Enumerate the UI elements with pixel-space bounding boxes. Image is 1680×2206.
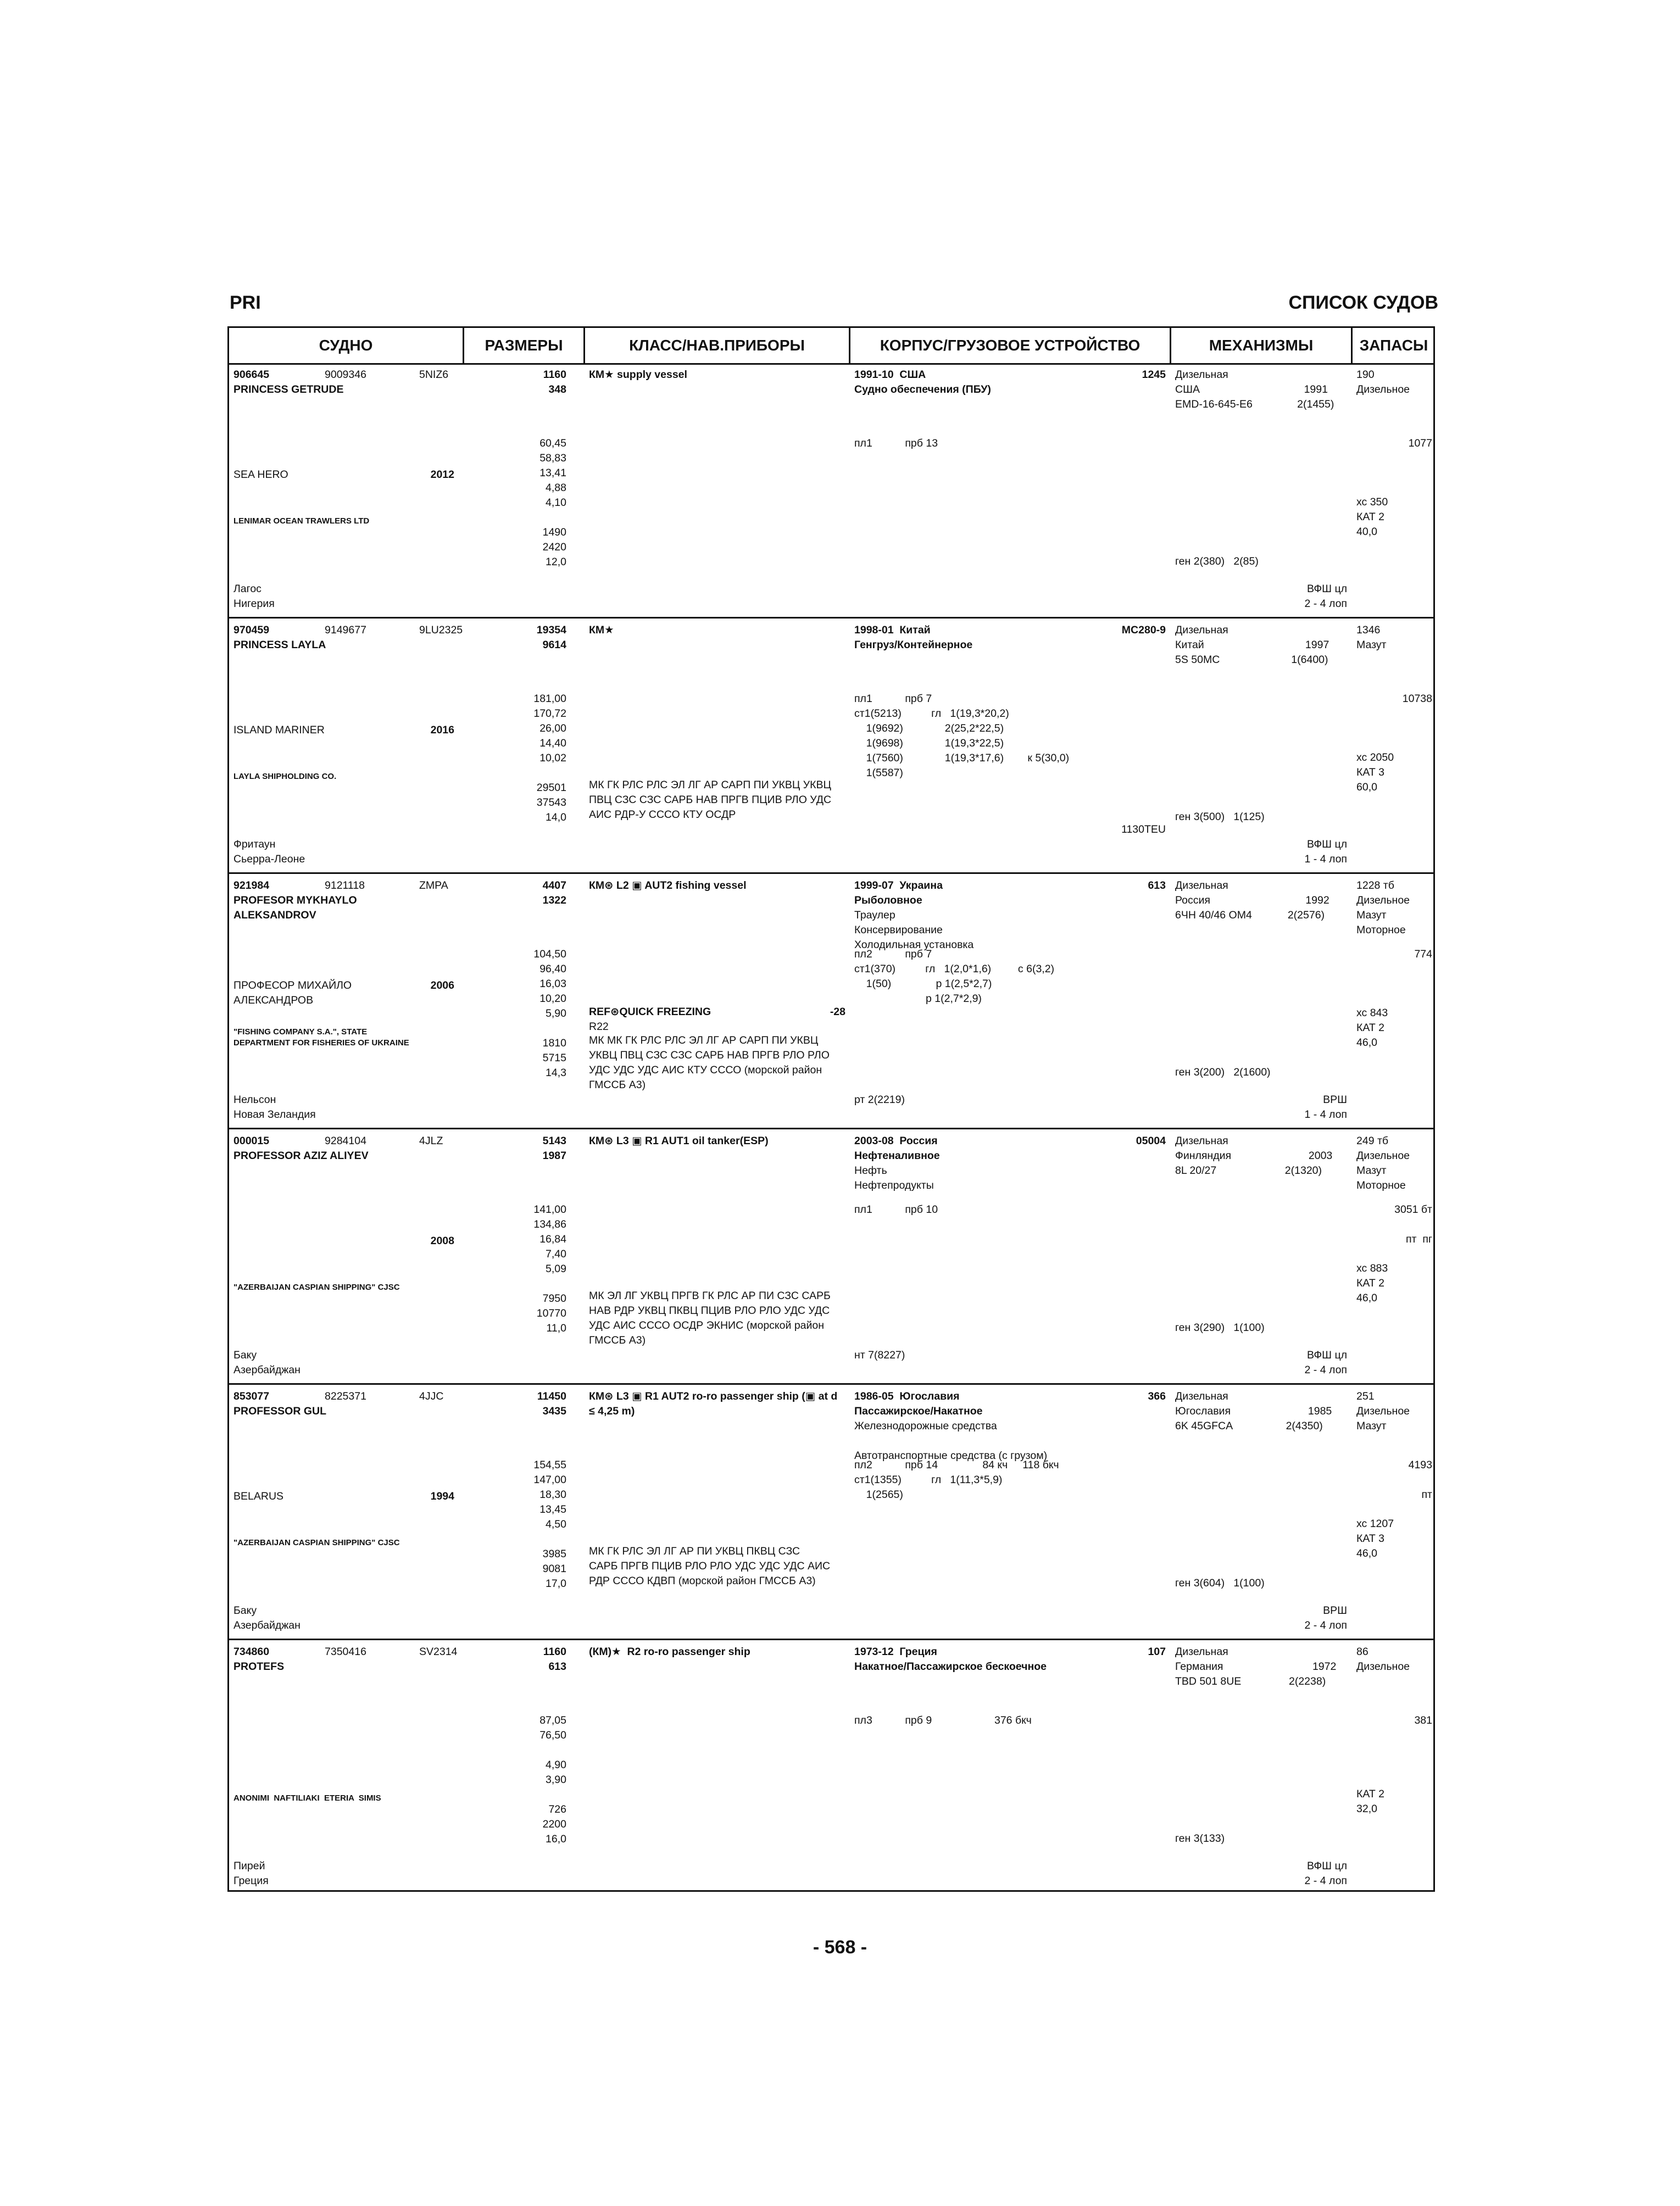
previous-name: SEA HERO [233, 469, 288, 481]
hull-tanks: нт 7(8227) [854, 1349, 905, 1361]
cargo-capacity: 1077 [1408, 437, 1432, 449]
net-tonnage: 1987 [542, 1150, 566, 1162]
dimension-value: 104,50 [533, 948, 566, 960]
build-date-country: 1973-12 Греция [854, 1646, 937, 1658]
fuel-line: Мазут [1356, 909, 1387, 921]
previous-name-cont: АЛЕКСАНДРОВ [233, 994, 314, 1006]
tonnage-value: 2420 [542, 541, 566, 553]
dimension-value: 141,00 [533, 1204, 566, 1216]
machinery-line: Финляндия 2003 [1175, 1150, 1333, 1162]
yard-number: 613 [1148, 879, 1166, 892]
crew-line: хс 2050 [1356, 751, 1394, 764]
propeller: ВФШ цл [1306, 1349, 1347, 1361]
vessel-name: PROTEFS [233, 1661, 285, 1673]
dimension-value: 170,72 [533, 708, 566, 720]
document-title: СПИСОК СУДОВ [1288, 292, 1438, 313]
propeller: ВРШ [1323, 1605, 1347, 1617]
machinery-line: США 1991 [1175, 383, 1328, 395]
vessel-name: PROFESOR MYKHAYLO [233, 894, 357, 906]
propeller: ВФШ цл [1306, 838, 1347, 850]
crew-line: 46,0 [1356, 1547, 1377, 1559]
tonnage-value: 11,0 [546, 1322, 566, 1334]
class-notation: КМ★ [589, 624, 614, 636]
vessel-record [229, 363, 1433, 619]
fuel-line: 190 [1356, 369, 1375, 381]
tonnage-value: 1810 [542, 1037, 566, 1049]
class-refrigeration-temp: -28 [830, 1006, 845, 1018]
crew-line: 46,0 [1356, 1037, 1377, 1049]
machinery-line: Дизельная [1175, 1646, 1228, 1658]
dimension-value: 10,20 [539, 993, 566, 1005]
crew-line: КАТ 2 [1356, 1277, 1385, 1289]
yard-number: 107 [1148, 1646, 1166, 1658]
previous-name: ПРОФЕСОР МИХАЙЛО [233, 979, 352, 991]
cargo-capacity: 10738 [1402, 693, 1432, 705]
vessel-name: PRINCESS GETRUDE [233, 383, 344, 395]
net-tonnage: 348 [548, 383, 566, 395]
tonnage-value: 14,0 [546, 811, 566, 823]
hull-holds: пл1 прб 10 [854, 1204, 938, 1216]
hull-type-line: Холодильная установка [854, 939, 974, 951]
fuel-line: Мазут [1356, 639, 1387, 651]
home-port: Фритаун [233, 838, 276, 850]
machinery-line: Германия 1972 [1175, 1661, 1337, 1673]
net-tonnage: 613 [548, 1661, 566, 1673]
hull-type-line: Нефтепродукты [854, 1179, 934, 1191]
class-notation: КМ⊛ L3 ▣ R1 AUT2 ro-ro passenger ship (▣ at d ≤ 4,25 m) [589, 1390, 838, 1417]
gross-tonnage: 4407 [542, 879, 566, 892]
build-date-country: 1986-05 Югославия [854, 1390, 960, 1402]
tonnage-value: 1490 [542, 526, 566, 538]
previous-name-year: 2008 [430, 1235, 454, 1247]
propeller: ВФШ цл [1306, 583, 1347, 595]
tonnage-value: 17,0 [546, 1578, 566, 1590]
owner: ANONIMI NAFTILIAKI ETERIA SIMIS [233, 1793, 381, 1803]
generators: ген 3(200) 2(1600) [1175, 1066, 1271, 1078]
navigation-equipment: МК ГК РЛС РЛС ЭЛ ЛГ АР САРП ПИ УКВЦ УКВЦ ПВЦ СЗС СЗС САРБ НАВ ПРГВ ПЦИВ РЛО УДС АИС РДР-У СССО КТУ ОСДР [589, 779, 832, 821]
vessel-name-cont: ALEKSANDROV [233, 909, 316, 921]
fuel-line: 86 [1356, 1646, 1369, 1658]
owner: "FISHING COMPANY S.A.", STATE [233, 1027, 368, 1037]
column-header-class: КЛАСС/НАВ.ПРИБОРЫ [629, 337, 805, 354]
dimension-value: 76,50 [539, 1729, 566, 1741]
vessel-record [229, 874, 1433, 1129]
fuel-line: Дизельное [1356, 1405, 1410, 1417]
imo-number: 9149677 [325, 624, 366, 636]
crew-line: 32,0 [1356, 1803, 1377, 1815]
flag-state: Греция [233, 1875, 269, 1887]
vessel-name: PROFESSOR AZIZ ALIYEV [233, 1150, 369, 1162]
hull-type-line: Нефть [854, 1165, 887, 1177]
class-notation: (КМ)★ R2 ro-ro passenger ship [589, 1646, 750, 1658]
home-port: Баку [233, 1349, 257, 1361]
class-notation: КМ⊛ L3 ▣ R1 AUT1 oil tanker(ESP) [589, 1135, 769, 1147]
tonnage-value: 37543 [536, 796, 566, 809]
propeller-blades: 2 - 4 лоп [1304, 1364, 1347, 1376]
owner: LAYLA SHIPHOLDING CO. [233, 772, 337, 781]
home-port: Лагос [233, 583, 262, 595]
tonnage-value: 7950 [542, 1293, 566, 1305]
hull-holds: пл1 прб 13 [854, 437, 938, 449]
fuel-line: 1228 тб [1356, 879, 1394, 892]
home-port: Нельсон [233, 1094, 276, 1106]
yard-number: 05004 [1136, 1135, 1166, 1147]
home-port: Баку [233, 1605, 257, 1617]
crew-line: КАТ 2 [1356, 1022, 1385, 1034]
crew-line: хс 350 [1356, 496, 1388, 508]
previous-name: BELARUS [233, 1490, 284, 1502]
tonnage-value: 726 [548, 1803, 566, 1815]
cargo-capacity: 3051 бт пт пг [1394, 1204, 1432, 1245]
flag-state: Сьерра-Леоне [233, 853, 305, 865]
machinery-line: Дизельная [1175, 879, 1228, 892]
generators: ген 3(133) [1175, 1832, 1225, 1845]
navigation-equipment: МК МК ГК РЛС РЛС ЭЛ ЛГ АР САРП ПИ УКВЦ УКВЦ ПВЦ СЗС СЗС САРБ НАВ ПРГВ РЛО РЛО УДС УДС УДС АИС КТУ СССО (морской район ГМССБ А3) [589, 1034, 830, 1091]
dimension-value: 4,88 [546, 482, 566, 494]
imo-number: 9009346 [325, 369, 366, 381]
registry-number: 970459 [233, 624, 270, 636]
crew-line: КАТ 2 [1356, 1788, 1385, 1800]
dimension-value: 5,09 [546, 1263, 566, 1275]
fuel-line: Мазут [1356, 1165, 1387, 1177]
hull-type-line: Автотранспортные средства (с грузом) [854, 1450, 1048, 1462]
vessel-name: PROFESSOR GUL [233, 1405, 327, 1417]
vessel-record [229, 1640, 1433, 1896]
dimension-value: 10,02 [539, 752, 566, 764]
dimension-value: 13,41 [539, 467, 566, 479]
hull-type-line: Нефтеналивное [854, 1150, 940, 1162]
machinery-line: Китай 1997 [1175, 639, 1329, 651]
column-header-supplies: ЗАПАСЫ [1359, 337, 1428, 354]
registry-number: 906645 [233, 369, 270, 381]
dimension-value: 181,00 [533, 693, 566, 705]
cargo-capacity: 381 [1414, 1714, 1432, 1726]
machinery-line: Дизельная [1175, 369, 1228, 381]
container-capacity: 1130TEU [1121, 823, 1166, 835]
crew-line: 60,0 [1356, 781, 1377, 793]
yard-number: 366 [1148, 1390, 1166, 1402]
dimension-value: 18,30 [539, 1489, 566, 1501]
class-refrigeration-sub: R22 [589, 1021, 609, 1033]
tonnage-value: 12,0 [546, 556, 566, 568]
fuel-line: Дизельное [1356, 894, 1410, 906]
previous-name-year: 2016 [430, 724, 454, 736]
dimension-value: 5,90 [546, 1007, 566, 1020]
class-notation: КМ⊛ L2 ▣ AUT2 fishing vessel [589, 879, 747, 892]
machinery-line: Югославия 1985 [1175, 1405, 1332, 1417]
net-tonnage: 1322 [542, 894, 566, 906]
hull-type-line: Железнодорожные средства [854, 1420, 997, 1432]
dimension-value: 7,40 [546, 1248, 566, 1260]
tonnage-value: 9081 [542, 1563, 566, 1575]
column-header-hull: КОРПУС/ГРУЗОВОЕ УСТРОЙСТВО [880, 337, 1141, 354]
dimension-value: 87,05 [539, 1714, 566, 1726]
gross-tonnage: 19354 [536, 624, 566, 636]
dimension-value: 4,10 [546, 497, 566, 509]
generators: ген 3(604) 1(100) [1175, 1577, 1265, 1589]
previous-name: ISLAND MARINER [233, 724, 325, 736]
build-date-country: 1998-01 Китай [854, 624, 931, 636]
net-tonnage: 9614 [542, 639, 566, 651]
crew-line: КАТ 3 [1356, 766, 1385, 778]
hull-type-line: Пассажирское/Накатное [854, 1405, 983, 1417]
column-header-vessel: СУДНО [319, 337, 373, 354]
hull-holds: пл3 прб 9 376 бкч [854, 1714, 1032, 1726]
column-header-dimensions: РАЗМЕРЫ [485, 337, 563, 354]
cargo-capacity: 4193 пт [1408, 1459, 1432, 1501]
call-sign: 4JLZ [419, 1135, 443, 1147]
fuel-line: Дизельное [1356, 1661, 1410, 1673]
class-refrigeration: REF⊛QUICK FREEZING [589, 1006, 711, 1018]
machinery-line: 6K 45GFCA 2(4350) [1175, 1420, 1323, 1432]
hull-type-line: Траулер [854, 909, 895, 921]
imo-number: 9284104 [325, 1135, 366, 1147]
imo-number: 9121118 [325, 879, 365, 892]
dimension-value: 3,90 [546, 1774, 566, 1786]
navigation-equipment: МК ГК РЛС ЭЛ ЛГ АР ПИ УКВЦ ПКВЦ СЗС САРБ ПРГВ ПЦИВ РЛО РЛО УДС УДС УДС АИС РДР СССО КДВП (морской район ГМССБ А3) [589, 1545, 831, 1587]
fuel-line: Дизельное [1356, 1150, 1410, 1162]
tonnage-value: 14,3 [546, 1067, 566, 1079]
table-header [229, 328, 1433, 365]
flag-state: Азербайджан [233, 1364, 301, 1376]
tonnage-value: 2200 [542, 1818, 566, 1830]
hull-holds: пл1 прб 7 ст1(5213) гл 1(19,3*20,2) 1(9692) 2(25,2*22,5) 1(9698) 1(19,3*22,5) 1(7560) 1(19,3*17,6) к 5(30,0) 1(5587) [854, 693, 1070, 779]
owner-cont: DEPARTMENT FOR FISHERIES OF UKRAINE [233, 1038, 409, 1048]
previous-name-year: 1994 [430, 1490, 454, 1502]
dimension-value: 16,03 [539, 978, 566, 990]
fuel-line: Моторное [1356, 1179, 1406, 1191]
crew-line: хс 843 [1356, 1007, 1388, 1019]
tonnage-value: 29501 [536, 782, 566, 794]
yard-number: MC280-9 [1121, 624, 1166, 636]
crew-line: 40,0 [1356, 526, 1377, 538]
previous-name-year: 2006 [430, 979, 454, 991]
machinery-line: Дизельная [1175, 624, 1228, 636]
hull-holds: пл2 прб 14 84 кч 118 бкч ст1(1355) гл 1(11,3*5,9) 1(2565) [854, 1459, 1059, 1501]
class-notation: КМ★ supply vessel [589, 369, 687, 381]
vessel-record [229, 1385, 1433, 1640]
hull-type-line: Консервирование [854, 924, 943, 936]
fuel-line: Мазут [1356, 1420, 1387, 1432]
vessel-name: PRINCESS LAYLA [233, 639, 326, 651]
crew-line: КАТ 2 [1356, 511, 1385, 523]
build-date-country: 1991-10 США [854, 369, 926, 381]
call-sign: 4JJC [419, 1390, 444, 1402]
hull-tanks: рт 2(2219) [854, 1094, 905, 1106]
dimension-value: 13,45 [539, 1503, 566, 1516]
machinery-line: Россия 1992 [1175, 894, 1329, 906]
propeller-blades: 2 - 4 лоп [1304, 1875, 1347, 1887]
propeller-blades: 1 - 4 лоп [1304, 1108, 1347, 1121]
hull-type-line: Рыболовное [854, 894, 922, 906]
machinery-line: 6ЧН 40/46 ОМ4 2(2576) [1175, 909, 1325, 921]
dimension-value: 96,40 [539, 963, 566, 975]
generators: ген 2(380) 2(85) [1175, 555, 1259, 567]
page-number: - 568 - [813, 1937, 867, 1958]
vessel-record [229, 1129, 1433, 1385]
fuel-line: 251 [1356, 1390, 1375, 1402]
machinery-line: Дизельная [1175, 1390, 1228, 1402]
machinery-line: Дизельная [1175, 1135, 1228, 1147]
machinery-line: 8L 20/27 2(1320) [1175, 1165, 1322, 1177]
registry-number: 000015 [233, 1135, 270, 1147]
fuel-line: 249 тб [1356, 1135, 1389, 1147]
fuel-line: Дизельное [1356, 383, 1410, 395]
propeller: ВФШ цл [1306, 1860, 1347, 1872]
imo-number: 8225371 [325, 1390, 366, 1402]
hull-type-line: Накатное/Пассажирское бескоечное [854, 1661, 1047, 1673]
registry-number: 853077 [233, 1390, 270, 1402]
previous-name-year: 2012 [430, 469, 454, 481]
crew-line: 46,0 [1356, 1292, 1377, 1304]
section-code: PRI [230, 292, 261, 313]
column-header-machinery: МЕХАНИЗМЫ [1209, 337, 1314, 354]
dimension-value: 154,55 [533, 1459, 566, 1471]
owner: "AZERBAIJAN CASPIAN SHIPPING" CJSC [233, 1283, 400, 1292]
registry-number: 921984 [233, 879, 270, 892]
dimension-value: 134,86 [533, 1218, 566, 1230]
hull-holds: пл2 прб 7 ст1(370) гл 1(2,0*1,6) с 6(3,2) 1(50) р 1(2,5*2,7) р 1(2,7*2,9) [854, 948, 1055, 1005]
fuel-line: Моторное [1356, 924, 1406, 936]
generators: ген 3(500) 1(125) [1175, 811, 1265, 823]
tonnage-value: 3985 [542, 1548, 566, 1560]
flag-state: Нигерия [233, 598, 275, 610]
dimension-value: 16,84 [539, 1233, 566, 1245]
call-sign: 5NIZ6 [419, 369, 449, 381]
tonnage-value: 16,0 [546, 1833, 566, 1845]
tonnage-value: 5715 [542, 1052, 566, 1064]
crew-line: хс 1207 [1356, 1518, 1394, 1530]
owner: "AZERBAIJAN CASPIAN SHIPPING" CJSC [233, 1538, 400, 1547]
dimension-value: 58,83 [539, 452, 566, 464]
dimension-value: 4,90 [546, 1759, 566, 1771]
crew-line: хс 883 [1356, 1262, 1388, 1274]
home-port: Пирей [233, 1860, 265, 1872]
dimension-value: 4,50 [546, 1518, 566, 1530]
gross-tonnage: 1160 [543, 1646, 566, 1658]
dimension-value: 147,00 [533, 1474, 566, 1486]
call-sign: ZMPA [419, 879, 448, 892]
flag-state: Новая Зеландия [233, 1108, 316, 1121]
navigation-equipment: МК ЭЛ ЛГ УКВЦ ПРГВ ГК РЛС АР ПИ СЗС САРБ НАВ РДР УКВЦ ПКВЦ ПЦИВ РЛО РЛО УДС УДС УДС АИС СССО ОСДР ЭКНИС (морской район ГМССБ А3) [589, 1290, 831, 1346]
call-sign: SV2314 [419, 1646, 458, 1658]
gross-tonnage: 5143 [542, 1135, 566, 1147]
propeller-blades: 2 - 4 лоп [1304, 1619, 1347, 1631]
build-date-country: 1999-07 Украина [854, 879, 943, 892]
dimension-value: 26,00 [539, 722, 566, 734]
machinery-line: 5S 50MC 1(6400) [1175, 654, 1328, 666]
gross-tonnage: 1160 [543, 369, 566, 381]
vessel-record [229, 619, 1433, 874]
fuel-line: 1346 [1356, 624, 1381, 636]
machinery-line: TBD 501 8UE 2(2238) [1175, 1675, 1326, 1687]
registry-number: 734860 [233, 1646, 270, 1658]
propeller-blades: 2 - 4 лоп [1304, 598, 1347, 610]
hull-type-line: Генгруз/Контейнерное [854, 639, 973, 651]
propeller: ВРШ [1323, 1094, 1347, 1106]
owner: LENIMAR OCEAN TRAWLERS LTD [233, 516, 370, 526]
cargo-capacity: 774 [1414, 948, 1432, 960]
call-sign: 9LU2325 [419, 624, 463, 636]
propeller-blades: 1 - 4 лоп [1304, 853, 1347, 865]
dimension-value: 60,45 [539, 437, 566, 449]
build-date-country: 2003-08 Россия [854, 1135, 938, 1147]
gross-tonnage: 11450 [537, 1390, 566, 1402]
machinery-line: EMD-16-645-E6 2(1455) [1175, 398, 1334, 410]
imo-number: 7350416 [325, 1646, 366, 1658]
crew-line: КАТ 3 [1356, 1533, 1385, 1545]
generators: ген 3(290) 1(100) [1175, 1322, 1265, 1334]
tonnage-value: 10770 [536, 1307, 566, 1319]
net-tonnage: 3435 [542, 1405, 566, 1417]
yard-number: 1245 [1142, 369, 1166, 381]
ship-register-table [227, 326, 1435, 1892]
hull-type-line: Судно обеспечения (ПБУ) [854, 383, 991, 395]
flag-state: Азербайджан [233, 1619, 301, 1631]
dimension-value: 14,40 [539, 737, 566, 749]
